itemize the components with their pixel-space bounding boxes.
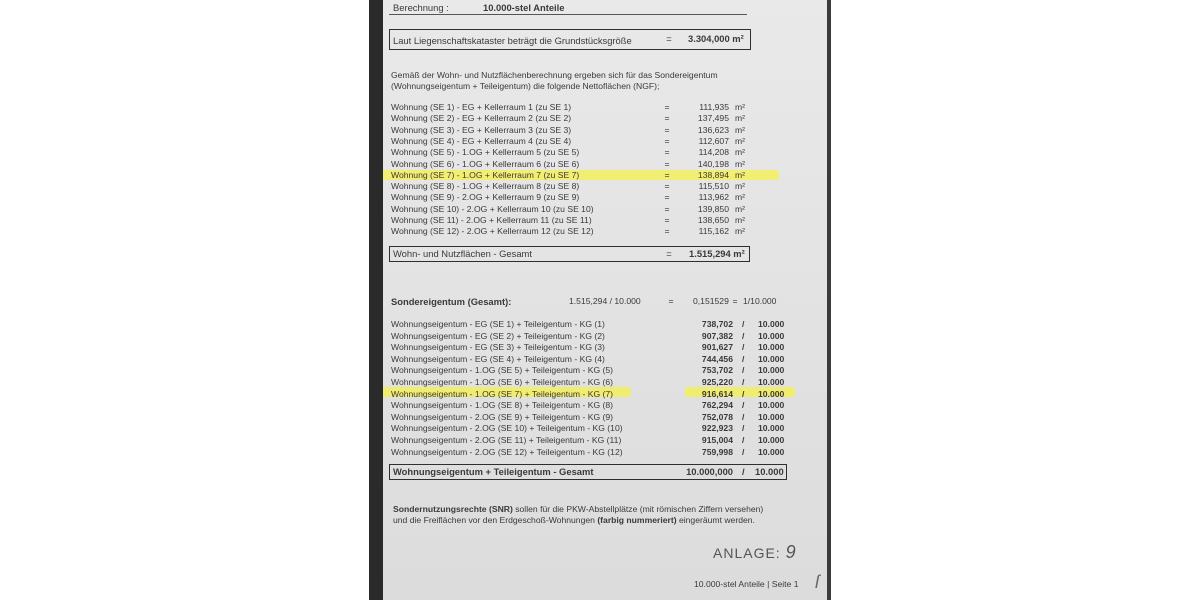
wohnung-label: Wohnung (SE 10) - 2.OG + Kellerraum 10 (zu SE 10) [391,203,594,214]
wohnung-equals: = [664,192,670,203]
anteile-gesamt-value: 10.000,000 [686,466,733,477]
wohnung-label: Wohnung (SE 11) - 2.OG + Kellerraum 11 (zu SE 11) [391,215,592,225]
wohnung-unit: m² [735,102,746,112]
wohnung-unit: m² [735,181,746,192]
wohnung-equals: = [664,158,670,169]
wohnung-area: 115,510 [698,181,729,192]
wohnung-unit: m² [735,192,746,203]
wohnung-equals: = [664,215,670,225]
wohnung-label: Wohnung (SE 7) - 1.OG + Kellerraum 7 (zu SE 7) [391,169,580,180]
wohnung-label: Wohnung (SE 4) - EG + Kellerraum 4 (zu SE 4) [391,135,572,146]
anteil-slash: / [742,365,745,376]
wohnung-unit: m² [735,135,746,146]
anteil-value: 916,614 [701,388,733,399]
anteil-label: Wohnungseigentum - EG (SE 1) + Teileigentum - KG (1) [391,319,605,329]
anteil-denom: 10.000 [758,411,785,422]
sondereigentum-equals-2: = [732,296,738,306]
page-footer: 10.000-stel Anteile | Seite 1 [694,579,799,589]
wohnung-equals: = [664,135,670,146]
wohnung-equals: = [664,226,670,237]
anlage-stamp [713,542,797,563]
anteile-gesamt-denom: 10.000 [755,466,784,477]
wohnung-area: 136,623 [697,124,729,135]
anteil-label: Wohnungseigentum - 2.OG (SE 11) + Teileigentum - KG (11) [391,435,622,445]
sondereigentum-label: Sondereigentum (Gesamt): [391,296,512,307]
wohnung-equals: = [664,147,670,158]
wohnung-unit: m² [735,203,746,214]
anteil-denom: 10.000 [758,319,785,329]
anteil-value: 762,294 [701,400,733,411]
anteil-denom: 10.000 [758,353,785,364]
wohnung-label: Wohnung (SE 9) - 2.OG + Kellerraum 9 (zu SE 9) [391,192,580,203]
anteil-value: 744,456 [701,353,733,364]
anteil-slash: / [742,353,745,364]
header-rule [389,14,747,15]
anteil-slash: / [742,319,745,329]
anteil-slash: / [742,342,745,353]
anteil-slash: / [742,423,745,434]
snr-bold-term: Sondernutzungsrechte (SNR) [393,504,513,514]
wohnung-label: Wohnung (SE 2) - EG + Kellerraum 2 (zu SE 2) [391,113,572,124]
anteil-slash: / [742,400,745,411]
photo-background-left [369,0,383,600]
snr-line-1 [393,504,763,515]
wohnung-unit: m² [735,124,746,135]
berechnung-label: Berechnung : [393,2,449,13]
anteil-label: Wohnungseigentum - 1.OG (SE 8) + Teileigentum - KG (8) [391,400,614,411]
anteil-denom: 10.000 [758,330,785,341]
anteil-label: Wohnungseigentum - EG (SE 2) + Teileigentum - KG (2) [391,330,605,341]
anlage-number: 9 [785,542,797,562]
grundstueck-value: 3.304,000 m² [688,33,744,44]
wohnung-area: 114,208 [698,147,729,158]
anlage-label: ANLAGE: [713,545,781,561]
photo-background-right [827,0,831,600]
anteil-slash: / [742,446,745,457]
anteil-label: Wohnungseigentum - 1.OG (SE 6) + Teileigentum - KG (6) [391,377,614,387]
anteil-value: 738,702 [701,319,733,329]
sondereigentum-ratio: 1/10.000 [743,296,777,306]
anteil-value: 925,220 [701,377,733,387]
wohnung-area: 140,198 [697,158,729,169]
flaechen-gesamt-value: 1.515,294 m² [689,248,745,259]
wohnung-equals: = [664,181,670,192]
handwritten-mark: ſ [815,572,819,592]
anteil-label: Wohnungseigentum - 1.OG (SE 5) + Teileigentum - KG (5) [391,365,614,376]
wohnung-area: 138,650 [697,215,729,225]
snr-text-1: sollen für die PKW-Abstellplätze (mit römischen Ziffern versehen) [512,504,764,514]
anteil-denom: 10.000 [758,342,785,353]
grundstueck-equals: = [666,33,672,44]
anteil-denom: 10.000 [758,377,785,387]
wohnung-equals: = [664,113,670,124]
anteil-label: Wohnungseigentum - EG (SE 3) + Teileigentum - KG (3) [391,342,605,353]
document-page [383,0,827,600]
flaechen-gesamt-equals: = [666,248,672,259]
wohnung-area: 113,962 [698,192,729,203]
anteil-denom: 10.000 [758,423,785,434]
anteil-denom: 10.000 [758,365,785,376]
anteile-gesamt-slash: / [742,466,745,477]
anteil-label: Wohnungseigentum - 2.OG (SE 9) + Teileigentum - KG (9) [391,411,614,422]
wohnung-area: 112,607 [698,135,729,146]
wohnung-area: 115,162 [698,226,729,237]
anteil-label: Wohnungseigentum - EG (SE 4) + Teileigentum - KG (4) [391,353,605,364]
sondereigentum-calc: 1.515,294 / 10.000 [569,296,641,306]
wohnung-unit: m² [735,215,746,225]
anteil-slash: / [742,388,745,399]
snr-line-2 [393,515,755,526]
anteile-gesamt-label: Wohnungseigentum + Teileigentum - Gesamt [393,466,594,477]
anteil-slash: / [742,330,745,341]
anteil-value: 901,627 [701,342,733,353]
snr-bold-color: (farbig nummeriert) [597,515,677,525]
anteil-value: 752,078 [701,411,733,422]
wohnung-equals: = [664,203,670,214]
wohnung-unit: m² [735,158,746,169]
wohnung-area: 138,894 [697,169,729,180]
wohnung-area: 137,495 [697,113,729,124]
wohnung-label: Wohnung (SE 1) - EG + Kellerraum 1 (zu SE 1) [391,102,572,112]
flaechen-gesamt-label: Wohn- und Nutzflächen - Gesamt [393,248,532,259]
sondereigentum-equals: = [668,296,674,306]
anteil-denom: 10.000 [758,446,785,457]
wohnung-unit: m² [735,169,746,180]
wohnung-equals: = [664,124,670,135]
anteil-denom: 10.000 [758,435,785,445]
grundstueck-label: Laut Liegenschaftskataster beträgt die Grundstücksgröße [393,35,632,46]
berechnung-value: 10.000-stel Anteile [483,2,565,13]
wohnung-area: 139,850 [697,203,729,214]
anteil-value: 922,923 [701,423,733,434]
wohnung-area: 111,935 [699,102,729,112]
wohnung-equals: = [664,169,670,180]
wohnung-label: Wohnung (SE 3) - EG + Kellerraum 3 (zu SE 3) [391,124,572,135]
wohnung-label: Wohnung (SE 6) - 1.OG + Kellerraum 6 (zu SE 6) [391,158,580,169]
intro-line-2: (Wohnungseigentum + Teileigentum) die folgende Nettoflächen (NGF); [391,81,660,91]
wohnung-label: Wohnung (SE 12) - 2.OG + Kellerraum 12 (zu SE 12) [391,226,594,237]
anteil-value: 753,702 [701,365,733,376]
snr-text-2a: und die Freiflächen vor den Erdgeschoß-Wohnungen [393,515,598,525]
wohnung-equals: = [664,102,670,112]
wohnung-unit: m² [735,113,746,124]
snr-text-2b: eingeräumt werden. [676,515,755,525]
anteil-slash: / [742,377,745,387]
anteil-value: 907,382 [701,330,733,341]
anteil-slash: / [742,411,745,422]
anteil-label: Wohnungseigentum - 1.OG (SE 7) + Teileigentum - KG (7) [391,388,614,399]
anteil-denom: 10.000 [758,400,785,411]
wohnung-label: Wohnung (SE 5) - 1.OG + Kellerraum 5 (zu SE 5) [391,147,580,158]
anteil-value: 759,998 [701,446,733,457]
anteil-denom: 10.000 [758,388,785,399]
wohnung-unit: m² [735,147,746,158]
sondereigentum-factor: 0,151529 [693,296,729,306]
wohnung-label: Wohnung (SE 8) - 1.OG + Kellerraum 8 (zu SE 8) [391,181,580,192]
intro-line-1: Gemäß der Wohn- und Nutzflächenberechnung ergeben sich für das Sondereigentum [391,70,718,80]
anteil-label: Wohnungseigentum - 2.OG (SE 10) + Teileigentum - KG (10) [391,423,623,434]
wohnung-unit: m² [735,226,746,237]
anteil-slash: / [742,435,745,445]
anteil-value: 915,004 [701,435,733,445]
anteil-label: Wohnungseigentum - 2.OG (SE 12) + Teileigentum - KG (12) [391,446,623,457]
